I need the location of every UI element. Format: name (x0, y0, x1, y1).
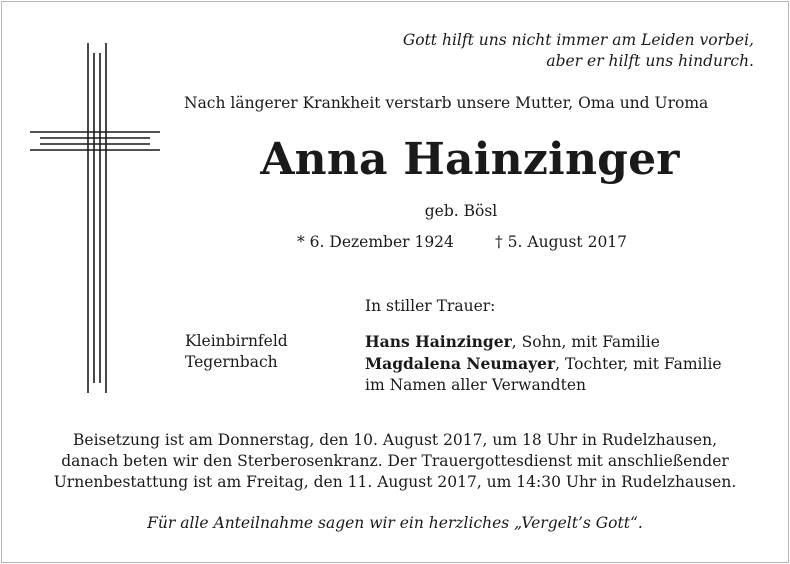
mourner-1 (365, 331, 722, 353)
motto (314, 30, 754, 72)
cross-icon (30, 43, 160, 393)
deceased-name: Anna Hainzinger (260, 134, 680, 185)
details-line-2: danach beten wir den Sterberosenkranz. Der Trauergottesdienst mit anschließender (61, 452, 729, 470)
mourner-1-relation: , Sohn, mit Familie (511, 333, 660, 351)
funeral-details (20, 430, 770, 493)
motto-line-2: aber er hilft uns hindurch. (546, 52, 754, 70)
relatives-note: im Namen aller Verwandten (365, 376, 586, 394)
mourner-2 (365, 353, 722, 375)
place-2: Tegernbach (185, 353, 278, 371)
motto-line-1: Gott hilft uns nicht immer am Leiden vorbei, (402, 31, 754, 49)
mourning-title: In stiller Trauer: (365, 297, 496, 315)
birth-name: geb. Bösl (424, 202, 498, 220)
death-date: † 5. August 2017 (495, 233, 628, 251)
mourner-1-name: Hans Hainzinger (365, 332, 512, 351)
mourner-list (365, 331, 722, 396)
place-1: Kleinbirnfeld (185, 332, 288, 350)
mourner-places (185, 331, 288, 373)
birth-date: * 6. Dezember 1924 (297, 233, 454, 251)
mourner-2-name: Magdalena Neumayer (365, 354, 556, 373)
details-line-1: Beisetzung ist am Donnerstag, den 10. August 2017, um 18 Uhr in Rudelzhausen, (73, 431, 717, 449)
thanks-text: Für alle Anteilnahme sagen wir ein herzliches „Vergelt’s Gott“. (147, 514, 643, 532)
details-line-3: Urnenbestattung ist am Freitag, den 11. August 2017, um 14:30 Uhr in Rudelzhausen. (53, 473, 737, 491)
mourner-2-relation: , Tochter, mit Familie (555, 355, 722, 373)
intro-text: Nach längerer Krankheit verstarb unsere Mutter, Oma und Uroma (184, 94, 709, 112)
